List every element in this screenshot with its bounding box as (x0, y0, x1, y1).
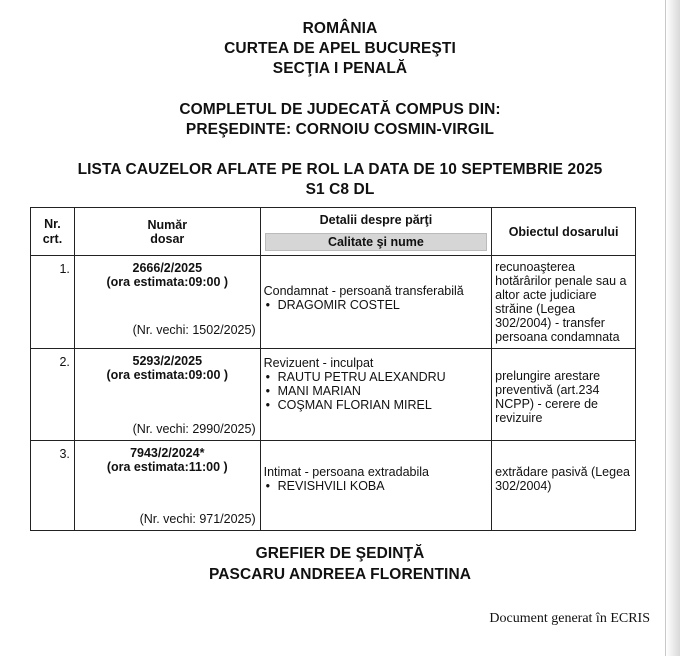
party-names (264, 479, 489, 493)
party-name: • COŞMAN FLORIAN MIREL (264, 398, 489, 412)
court-heading: CURTEA DE APEL BUCUREŞTI (224, 40, 456, 57)
header-nr: Nr. crt. (31, 208, 75, 256)
clerk-title: GREFIER DE ŞEDINŢĂ (255, 545, 425, 562)
party-role: Condamnat - persoană transferabilă (263, 284, 464, 298)
estimated-time: (ora estimata:09:00 ) (106, 368, 229, 382)
party-names (264, 298, 489, 312)
party-name: • DRAGOMIR COSTEL (264, 298, 489, 312)
table-row (31, 256, 636, 349)
estimated-time: (ora estimata:11:00 ) (106, 460, 228, 474)
table-row (31, 349, 636, 441)
party-role: Revizuent - inculpat (263, 356, 374, 370)
panel-title: COMPLETUL DE JUDECATĂ COMPUS DIN: (179, 101, 501, 118)
row-dosar-cell (74, 349, 260, 441)
table-header-row (31, 208, 636, 256)
old-number: (Nr. vechi: 971/2025) (139, 512, 256, 526)
party-name: • REVISHVILI KOBA (264, 479, 489, 493)
estimated-time: (ora estimata:09:00 ) (106, 275, 229, 289)
row-dosar-cell (74, 256, 260, 349)
case-number: 5293/2/2025 (132, 354, 203, 368)
row-details (260, 441, 492, 531)
section-heading: SECŢIA I PENALĂ (272, 60, 408, 77)
party-name: • RAUTU PETRU ALEXANDRU (264, 370, 489, 384)
clerk-name: PASCARU ANDREEA FLORENTINA (208, 566, 472, 583)
old-number: (Nr. vechi: 2990/2025) (132, 422, 256, 436)
case-number: 7943/2/2024* (130, 446, 205, 460)
generated-note: Document generat în ECRIS (489, 611, 650, 626)
row-nr: 3. (31, 441, 75, 531)
row-details (260, 256, 492, 349)
panel-code: S1 C8 DL (305, 181, 375, 198)
row-details (260, 349, 492, 441)
panel-president: PREŞEDINTE: CORNOIU COSMIN-VIRGIL (185, 121, 495, 138)
row-object: prelungire arestare preventivă (art.234 NCPP) - cerere de revizuire (492, 349, 636, 441)
row-object: extrădare pasivă (Legea 302/2004) (492, 441, 636, 531)
header-numar-dosar: Număr dosar (74, 208, 260, 256)
row-dosar-cell (74, 441, 260, 531)
header-obiect: Obiectul dosarului (492, 208, 636, 256)
case-number: 2666/2/2025 (132, 261, 203, 275)
party-role: Intimat - persoana extradabila (263, 465, 429, 479)
country-heading: ROMÂNIA (302, 20, 378, 37)
table-row (31, 441, 636, 531)
header-calitate: Calitate şi nume (265, 233, 488, 251)
old-number: (Nr. vechi: 1502/2025) (132, 323, 256, 337)
row-object: recunoaşterea hotărârilor penale sau a altor acte judiciare străine (Legea 302/2004) - transfer persoana condamnata (492, 256, 636, 349)
list-title: LISTA CAUZELOR AFLATE PE ROL LA DATA DE 10 SEPTEMBRIE 2025 (77, 161, 603, 178)
party-name: • MANI MARIAN (264, 384, 489, 398)
header-detalii: Detalii despre părţi Calitate şi nume (260, 208, 492, 256)
causes-table (30, 207, 636, 531)
party-names (264, 370, 489, 412)
row-nr: 2. (31, 349, 75, 441)
row-nr: 1. (31, 256, 75, 349)
